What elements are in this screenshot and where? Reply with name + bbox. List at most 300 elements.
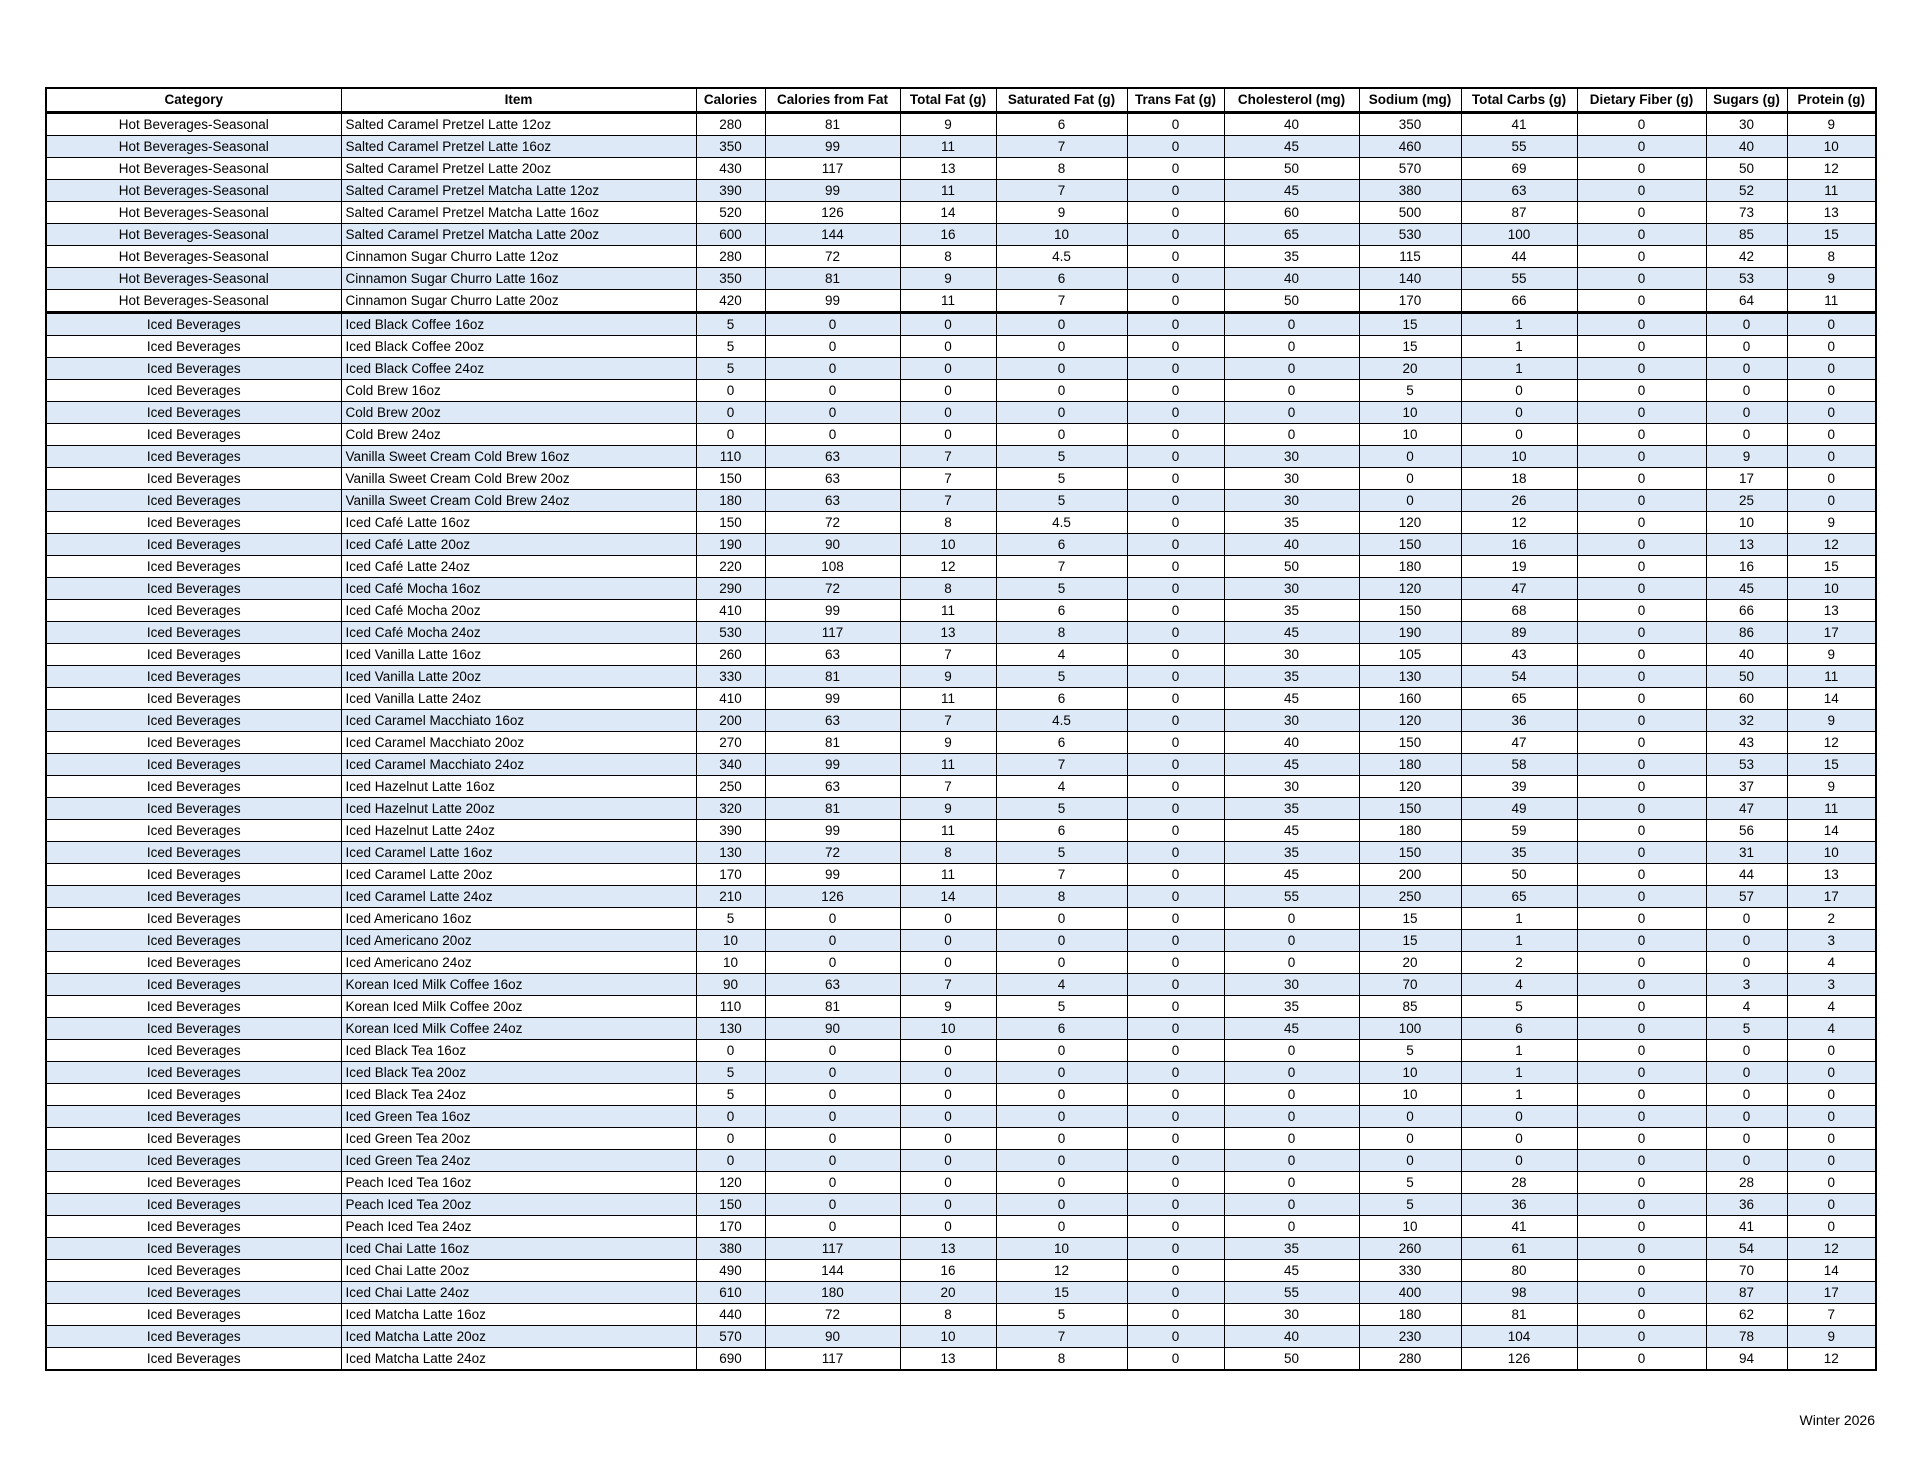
value-cell: 0	[1706, 1150, 1787, 1172]
value-cell: 0	[900, 313, 996, 336]
value-cell: 0	[1787, 490, 1876, 512]
value-cell: 78	[1706, 1326, 1787, 1348]
value-cell: 0	[996, 313, 1127, 336]
value-cell: 520	[696, 202, 765, 224]
value-cell: 230	[1359, 1326, 1461, 1348]
table-row	[46, 1260, 1876, 1282]
value-cell: 56	[1706, 820, 1787, 842]
table-row	[46, 246, 1876, 268]
table-row	[46, 1084, 1876, 1106]
category-cell: Iced Beverages	[46, 842, 341, 864]
table-row	[46, 290, 1876, 313]
value-cell: 170	[1359, 290, 1461, 313]
value-cell: 16	[1461, 534, 1577, 556]
value-cell: 70	[1706, 1260, 1787, 1282]
value-cell: 35	[1224, 512, 1359, 534]
value-cell: 0	[1359, 1106, 1461, 1128]
item-cell: Iced Caramel Latte 16oz	[341, 842, 696, 864]
value-cell: 250	[696, 776, 765, 798]
table-row	[46, 490, 1876, 512]
value-cell: 0	[765, 1106, 900, 1128]
value-cell: 0	[1787, 358, 1876, 380]
value-cell: 0	[900, 336, 996, 358]
value-cell: 180	[1359, 1304, 1461, 1326]
value-cell: 2	[1461, 952, 1577, 974]
value-cell: 8	[996, 886, 1127, 908]
value-cell: 63	[765, 468, 900, 490]
value-cell: 144	[765, 224, 900, 246]
value-cell: 17	[1706, 468, 1787, 490]
value-cell: 30	[1224, 446, 1359, 468]
item-cell: Iced Matcha Latte 24oz	[341, 1348, 696, 1371]
value-cell: 0	[1359, 446, 1461, 468]
value-cell: 10	[1787, 842, 1876, 864]
value-cell: 8	[900, 512, 996, 534]
value-cell: 0	[1224, 1106, 1359, 1128]
value-cell: 66	[1461, 290, 1577, 313]
value-cell: 0	[1127, 1326, 1224, 1348]
value-cell: 330	[696, 666, 765, 688]
value-cell: 0	[1127, 158, 1224, 180]
value-cell: 100	[1359, 1018, 1461, 1040]
value-cell: 110	[696, 446, 765, 468]
value-cell: 7	[996, 556, 1127, 578]
value-cell: 0	[1577, 1062, 1706, 1084]
value-cell: 9	[1787, 268, 1876, 290]
column-header: Total Fat (g)	[900, 88, 996, 113]
value-cell: 0	[1127, 1062, 1224, 1084]
table-row	[46, 402, 1876, 424]
value-cell: 0	[1127, 534, 1224, 556]
item-cell: Iced Hazelnut Latte 20oz	[341, 798, 696, 820]
value-cell: 50	[1224, 158, 1359, 180]
value-cell: 0	[1577, 358, 1706, 380]
value-cell: 0	[1127, 908, 1224, 930]
value-cell: 90	[696, 974, 765, 996]
value-cell: 0	[1461, 1106, 1577, 1128]
value-cell: 4	[1787, 1018, 1876, 1040]
value-cell: 0	[1224, 1150, 1359, 1172]
value-cell: 340	[696, 754, 765, 776]
category-cell: Iced Beverages	[46, 1018, 341, 1040]
value-cell: 0	[1359, 468, 1461, 490]
value-cell: 0	[765, 1128, 900, 1150]
value-cell: 120	[1359, 578, 1461, 600]
value-cell: 30	[1224, 644, 1359, 666]
value-cell: 0	[996, 358, 1127, 380]
value-cell: 0	[1224, 313, 1359, 336]
table-row	[46, 1348, 1876, 1371]
category-cell: Iced Beverages	[46, 1128, 341, 1150]
table-row	[46, 1106, 1876, 1128]
value-cell: 0	[1224, 402, 1359, 424]
value-cell: 32	[1706, 710, 1787, 732]
value-cell: 7	[996, 180, 1127, 202]
item-cell: Salted Caramel Pretzel Matcha Latte 12oz	[341, 180, 696, 202]
value-cell: 5	[1359, 1172, 1461, 1194]
category-cell: Hot Beverages-Seasonal	[46, 180, 341, 202]
value-cell: 99	[765, 136, 900, 158]
category-cell: Hot Beverages-Seasonal	[46, 136, 341, 158]
category-cell: Iced Beverages	[46, 1216, 341, 1238]
value-cell: 0	[1577, 202, 1706, 224]
value-cell: 0	[1577, 1260, 1706, 1282]
category-cell: Iced Beverages	[46, 358, 341, 380]
value-cell: 72	[765, 1304, 900, 1326]
value-cell: 15	[1359, 930, 1461, 952]
value-cell: 0	[1127, 688, 1224, 710]
value-cell: 0	[1224, 424, 1359, 446]
table-row	[46, 1194, 1876, 1216]
value-cell: 47	[1461, 732, 1577, 754]
column-header: Item	[341, 88, 696, 113]
item-cell: Iced Caramel Latte 24oz	[341, 886, 696, 908]
value-cell: 99	[765, 290, 900, 313]
value-cell: 12	[1787, 1348, 1876, 1371]
value-cell: 65	[1461, 886, 1577, 908]
value-cell: 0	[1127, 842, 1224, 864]
value-cell: 0	[1127, 113, 1224, 136]
value-cell: 0	[900, 1084, 996, 1106]
value-cell: 0	[765, 1062, 900, 1084]
value-cell: 0	[1127, 776, 1224, 798]
value-cell: 35	[1224, 246, 1359, 268]
value-cell: 63	[765, 490, 900, 512]
table-row	[46, 754, 1876, 776]
value-cell: 12	[1461, 512, 1577, 534]
table-row	[46, 1216, 1876, 1238]
value-cell: 0	[1577, 136, 1706, 158]
value-cell: 0	[1577, 1128, 1706, 1150]
value-cell: 390	[696, 820, 765, 842]
value-cell: 81	[765, 268, 900, 290]
value-cell: 0	[1224, 380, 1359, 402]
value-cell: 14	[900, 202, 996, 224]
category-cell: Hot Beverages-Seasonal	[46, 290, 341, 313]
value-cell: 28	[1461, 1172, 1577, 1194]
item-cell: Iced Chai Latte 20oz	[341, 1260, 696, 1282]
value-cell: 0	[996, 908, 1127, 930]
value-cell: 5	[996, 1304, 1127, 1326]
value-cell: 10	[696, 952, 765, 974]
value-cell: 610	[696, 1282, 765, 1304]
value-cell: 0	[1706, 952, 1787, 974]
item-cell: Iced Americano 16oz	[341, 908, 696, 930]
value-cell: 0	[1787, 424, 1876, 446]
value-cell: 0	[1577, 1304, 1706, 1326]
value-cell: 0	[1127, 1282, 1224, 1304]
value-cell: 65	[1224, 224, 1359, 246]
item-cell: Iced Vanilla Latte 16oz	[341, 644, 696, 666]
value-cell: 35	[1224, 996, 1359, 1018]
value-cell: 31	[1706, 842, 1787, 864]
value-cell: 0	[1127, 666, 1224, 688]
table-row	[46, 930, 1876, 952]
value-cell: 430	[696, 158, 765, 180]
column-header: Trans Fat (g)	[1127, 88, 1224, 113]
value-cell: 63	[765, 776, 900, 798]
value-cell: 0	[1127, 974, 1224, 996]
value-cell: 50	[1224, 556, 1359, 578]
value-cell: 126	[765, 202, 900, 224]
value-cell: 99	[765, 754, 900, 776]
value-cell: 15	[1359, 336, 1461, 358]
value-cell: 63	[765, 446, 900, 468]
item-cell: Iced Caramel Macchiato 20oz	[341, 732, 696, 754]
item-cell: Korean Iced Milk Coffee 16oz	[341, 974, 696, 996]
table-row	[46, 1128, 1876, 1150]
value-cell: 10	[1359, 1216, 1461, 1238]
item-cell: Salted Caramel Pretzel Matcha Latte 16oz	[341, 202, 696, 224]
value-cell: 63	[765, 644, 900, 666]
column-header: Protein (g)	[1787, 88, 1876, 113]
value-cell: 4	[1461, 974, 1577, 996]
value-cell: 0	[1577, 1084, 1706, 1106]
value-cell: 0	[1577, 1172, 1706, 1194]
value-cell: 45	[1224, 1260, 1359, 1282]
value-cell: 5	[1461, 996, 1577, 1018]
value-cell: 35	[1224, 842, 1359, 864]
value-cell: 7	[900, 446, 996, 468]
value-cell: 7	[900, 710, 996, 732]
category-cell: Iced Beverages	[46, 776, 341, 798]
value-cell: 5	[996, 578, 1127, 600]
value-cell: 0	[1577, 842, 1706, 864]
value-cell: 320	[696, 798, 765, 820]
value-cell: 65	[1461, 688, 1577, 710]
category-cell: Hot Beverages-Seasonal	[46, 224, 341, 246]
value-cell: 5	[996, 468, 1127, 490]
table-row	[46, 1238, 1876, 1260]
value-cell: 0	[1577, 798, 1706, 820]
value-cell: 13	[1787, 600, 1876, 622]
item-cell: Salted Caramel Pretzel Latte 12oz	[341, 113, 696, 136]
value-cell: 10	[996, 224, 1127, 246]
nutrition-table	[45, 87, 1877, 1371]
value-cell: 380	[696, 1238, 765, 1260]
value-cell: 110	[696, 996, 765, 1018]
value-cell: 0	[1127, 556, 1224, 578]
item-cell: Cinnamon Sugar Churro Latte 20oz	[341, 290, 696, 313]
value-cell: 49	[1461, 798, 1577, 820]
value-cell: 15	[1359, 313, 1461, 336]
value-cell: 13	[1706, 534, 1787, 556]
value-cell: 0	[1224, 358, 1359, 380]
value-cell: 69	[1461, 158, 1577, 180]
value-cell: 180	[765, 1282, 900, 1304]
value-cell: 0	[1577, 402, 1706, 424]
table-row	[46, 534, 1876, 556]
value-cell: 7	[900, 490, 996, 512]
value-cell: 150	[1359, 798, 1461, 820]
value-cell: 4	[996, 644, 1127, 666]
value-cell: 0	[1577, 600, 1706, 622]
value-cell: 0	[765, 952, 900, 974]
table-row	[46, 974, 1876, 996]
value-cell: 70	[1359, 974, 1461, 996]
value-cell: 0	[1577, 732, 1706, 754]
value-cell: 11	[1787, 798, 1876, 820]
value-cell: 0	[1787, 1128, 1876, 1150]
table-row	[46, 1326, 1876, 1348]
category-cell: Iced Beverages	[46, 380, 341, 402]
value-cell: 7	[1787, 1304, 1876, 1326]
value-cell: 117	[765, 622, 900, 644]
value-cell: 0	[1224, 1216, 1359, 1238]
value-cell: 0	[1577, 754, 1706, 776]
value-cell: 90	[765, 1018, 900, 1040]
value-cell: 81	[765, 798, 900, 820]
value-cell: 0	[1127, 402, 1224, 424]
value-cell: 40	[1706, 136, 1787, 158]
item-cell: Iced Americano 24oz	[341, 952, 696, 974]
value-cell: 14	[1787, 1260, 1876, 1282]
value-cell: 0	[696, 1128, 765, 1150]
value-cell: 0	[900, 1062, 996, 1084]
value-cell: 0	[900, 380, 996, 402]
value-cell: 41	[1461, 113, 1577, 136]
value-cell: 0	[1577, 446, 1706, 468]
column-header: Total Carbs (g)	[1461, 88, 1577, 113]
value-cell: 0	[1577, 158, 1706, 180]
value-cell: 210	[696, 886, 765, 908]
value-cell: 0	[1577, 1150, 1706, 1172]
value-cell: 5	[1359, 1194, 1461, 1216]
category-cell: Iced Beverages	[46, 732, 341, 754]
value-cell: 0	[1577, 666, 1706, 688]
value-cell: 55	[1224, 886, 1359, 908]
value-cell: 45	[1706, 578, 1787, 600]
value-cell: 47	[1706, 798, 1787, 820]
value-cell: 0	[1127, 1260, 1224, 1282]
value-cell: 0	[765, 908, 900, 930]
table-row	[46, 313, 1876, 336]
value-cell: 44	[1461, 246, 1577, 268]
value-cell: 570	[1359, 158, 1461, 180]
value-cell: 7	[996, 1326, 1127, 1348]
table-row	[46, 644, 1876, 666]
value-cell: 460	[1359, 136, 1461, 158]
value-cell: 1	[1461, 1062, 1577, 1084]
value-cell: 0	[900, 908, 996, 930]
category-cell: Hot Beverages-Seasonal	[46, 113, 341, 136]
value-cell: 0	[696, 1106, 765, 1128]
table-row	[46, 113, 1876, 136]
category-cell: Hot Beverages-Seasonal	[46, 202, 341, 224]
value-cell: 73	[1706, 202, 1787, 224]
item-cell: Iced Green Tea 16oz	[341, 1106, 696, 1128]
value-cell: 52	[1706, 180, 1787, 202]
table-row	[46, 886, 1876, 908]
value-cell: 11	[900, 820, 996, 842]
category-cell: Iced Beverages	[46, 490, 341, 512]
value-cell: 4	[1706, 996, 1787, 1018]
value-cell: 0	[1577, 424, 1706, 446]
value-cell: 6	[996, 688, 1127, 710]
table-row	[46, 358, 1876, 380]
value-cell: 0	[1224, 908, 1359, 930]
table-row	[46, 842, 1876, 864]
value-cell: 8	[996, 1348, 1127, 1371]
value-cell: 11	[1787, 290, 1876, 313]
value-cell: 35	[1224, 798, 1359, 820]
value-cell: 0	[996, 1106, 1127, 1128]
value-cell: 9	[900, 732, 996, 754]
value-cell: 0	[1787, 1150, 1876, 1172]
value-cell: 3	[1706, 974, 1787, 996]
column-header: Sugars (g)	[1706, 88, 1787, 113]
value-cell: 54	[1461, 666, 1577, 688]
item-cell: Korean Iced Milk Coffee 20oz	[341, 996, 696, 1018]
value-cell: 0	[996, 1062, 1127, 1084]
value-cell: 140	[1359, 268, 1461, 290]
value-cell: 0	[1127, 798, 1224, 820]
table-body	[46, 113, 1876, 1371]
value-cell: 60	[1706, 688, 1787, 710]
value-cell: 17	[1787, 886, 1876, 908]
value-cell: 36	[1706, 1194, 1787, 1216]
value-cell: 35	[1461, 842, 1577, 864]
value-cell: 10	[1461, 446, 1577, 468]
value-cell: 58	[1461, 754, 1577, 776]
value-cell: 9	[1787, 512, 1876, 534]
value-cell: 130	[696, 842, 765, 864]
value-cell: 13	[900, 1238, 996, 1260]
value-cell: 0	[1577, 776, 1706, 798]
value-cell: 0	[1577, 1216, 1706, 1238]
value-cell: 0	[1577, 1040, 1706, 1062]
value-cell: 89	[1461, 622, 1577, 644]
value-cell: 7	[900, 776, 996, 798]
value-cell: 0	[1787, 1106, 1876, 1128]
table-row	[46, 908, 1876, 930]
item-cell: Iced Matcha Latte 16oz	[341, 1304, 696, 1326]
value-cell: 0	[996, 1216, 1127, 1238]
value-cell: 150	[696, 512, 765, 534]
value-cell: 3	[1787, 974, 1876, 996]
value-cell: 13	[900, 158, 996, 180]
value-cell: 104	[1461, 1326, 1577, 1348]
category-cell: Iced Beverages	[46, 1084, 341, 1106]
value-cell: 0	[1359, 1150, 1461, 1172]
value-cell: 4	[996, 974, 1127, 996]
value-cell: 15	[996, 1282, 1127, 1304]
value-cell: 9	[1787, 710, 1876, 732]
item-cell: Iced Hazelnut Latte 24oz	[341, 820, 696, 842]
value-cell: 12	[1787, 158, 1876, 180]
value-cell: 0	[1577, 578, 1706, 600]
value-cell: 61	[1461, 1238, 1577, 1260]
category-cell: Iced Beverages	[46, 534, 341, 556]
value-cell: 41	[1706, 1216, 1787, 1238]
category-cell: Hot Beverages-Seasonal	[46, 158, 341, 180]
item-cell: Iced Matcha Latte 20oz	[341, 1326, 696, 1348]
value-cell: 380	[1359, 180, 1461, 202]
value-cell: 45	[1224, 754, 1359, 776]
value-cell: 0	[1787, 313, 1876, 336]
value-cell: 10	[996, 1238, 1127, 1260]
value-cell: 190	[696, 534, 765, 556]
item-cell: Iced Chai Latte 16oz	[341, 1238, 696, 1260]
value-cell: 55	[1224, 1282, 1359, 1304]
value-cell: 0	[765, 1172, 900, 1194]
value-cell: 0	[1127, 1238, 1224, 1260]
value-cell: 5	[1359, 1040, 1461, 1062]
value-cell: 11	[900, 754, 996, 776]
value-cell: 0	[1577, 930, 1706, 952]
value-cell: 4.5	[996, 512, 1127, 534]
value-cell: 99	[765, 600, 900, 622]
